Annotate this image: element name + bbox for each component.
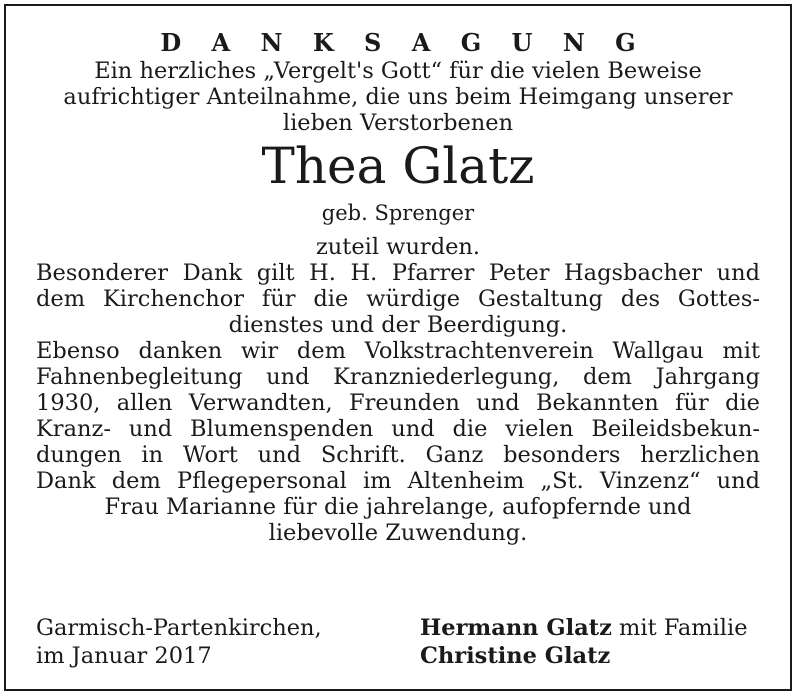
- signatory-2: [420, 642, 748, 670]
- after-name-text: [36, 234, 760, 260]
- paragraph-line: Dank dem Pflegepersonal im Altenheim „St. Vinzenz“ und: [36, 468, 760, 494]
- birth-name: geb. Sprenger: [321, 201, 475, 225]
- intro-line: Ein herzliches „Vergelt's Gott“ für die vielen Beweise: [94, 58, 702, 84]
- paragraph-line: Fahnenbegleitung und Kranzniederlegung, dem Jahrgang: [36, 364, 760, 390]
- intro-text: [36, 58, 760, 136]
- signatory-2-name: Christine Glatz: [420, 643, 611, 669]
- place-date: [36, 614, 322, 670]
- paragraph-line: Kranz- und Blumenspenden und die vielen Beileidsbekun-: [36, 416, 760, 442]
- thanks-paragraph-1: [36, 260, 760, 338]
- date: im Januar 2017: [36, 643, 212, 669]
- paragraph-line: dungen in Wort und Schrift. Ganz besonders herzlichen: [36, 442, 760, 468]
- obituary-notice: [4, 4, 792, 691]
- intro-line: lieben Verstorbenen: [282, 110, 514, 136]
- paragraph-line: Ebenso danken wir dem Volkstrachtenverein Wallgau mit: [36, 338, 760, 364]
- signatory-1: [420, 614, 748, 642]
- paragraph-line: 1930, allen Verwandten, Freunden und Bekannten für die: [36, 390, 760, 416]
- signatory-1-name: Hermann Glatz: [420, 615, 612, 641]
- paragraph-line: dienstes und der Beerdigung.: [228, 312, 568, 338]
- signatories: [420, 614, 748, 670]
- paragraph-line: dem Kirchenchor für die würdige Gestaltung des Gottes-: [36, 286, 760, 312]
- thanks-paragraph-2: [36, 338, 760, 546]
- notice-heading: D A N K S A G U N G: [160, 28, 647, 57]
- paragraph-line: liebevolle Zuwendung.: [268, 520, 528, 546]
- notice-body: [36, 28, 760, 546]
- paragraph-line: Frau Marianne für die jahrelange, aufopfernde und: [104, 494, 692, 520]
- paragraph-line: Besonderer Dank gilt H. H. Pfarrer Peter Hagsbacher und: [36, 260, 760, 286]
- intro-line: aufrichtiger Anteilnahme, die uns beim Heimgang unserer: [63, 84, 733, 110]
- place: Garmisch-Partenkirchen,: [36, 615, 322, 641]
- after-name-line: zuteil wurden.: [315, 234, 481, 260]
- signatory-1-suffix: mit Familie: [611, 615, 748, 641]
- deceased-name: Thea Glatz: [261, 137, 535, 195]
